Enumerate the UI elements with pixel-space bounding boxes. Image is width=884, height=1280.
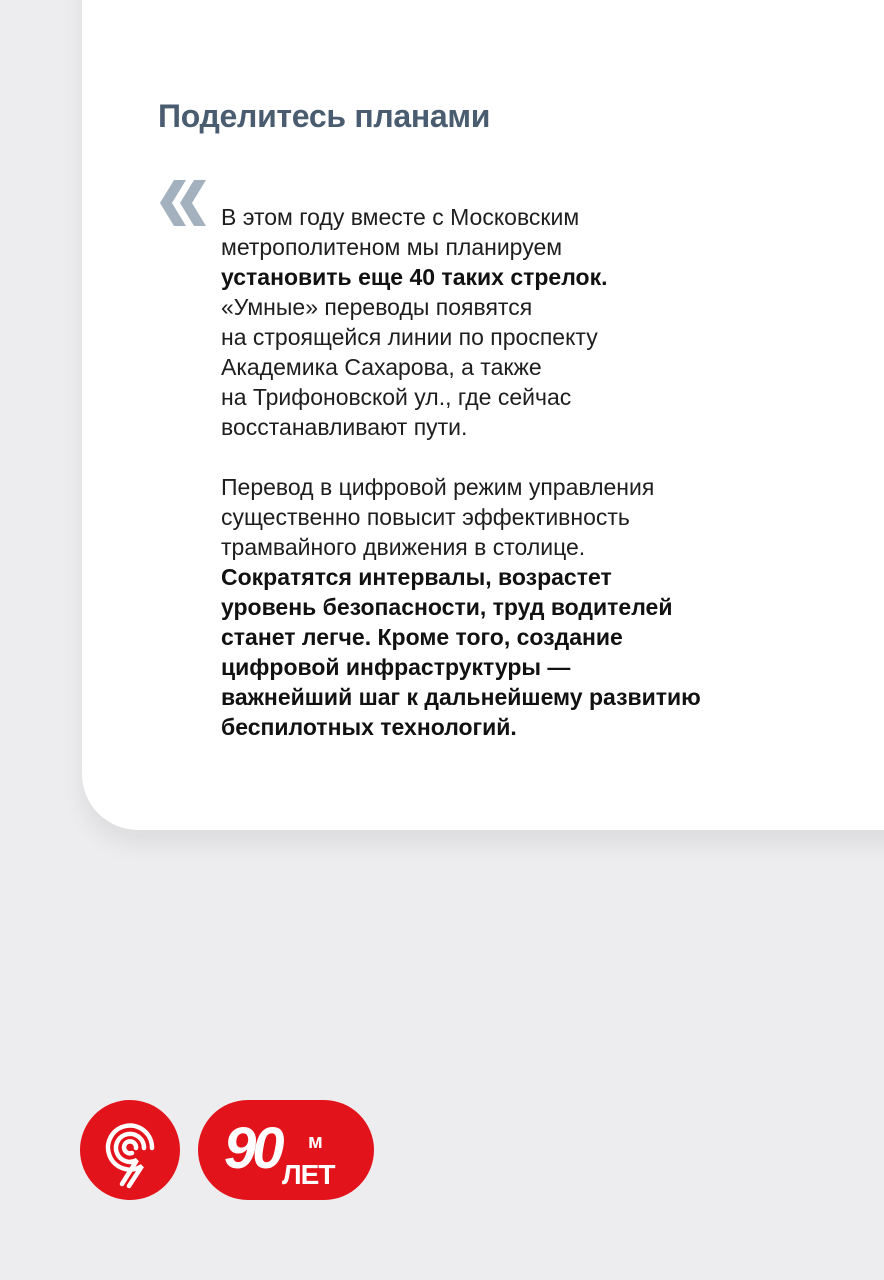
highlight-line: цифровой инфраструктуры — bbox=[221, 654, 571, 680]
paragraph-1 bbox=[221, 202, 781, 442]
quote-text bbox=[221, 202, 781, 742]
highlight-line: беспилотных технологий. bbox=[221, 714, 517, 740]
text-line: на Трифоновской ул., где сейчас bbox=[221, 384, 572, 410]
highlight-line: станет легче. Кроме того, создание bbox=[221, 624, 623, 650]
double-left-quote-icon bbox=[156, 180, 208, 226]
text-line: трамвайного движения в столице. bbox=[221, 534, 586, 560]
text-line: Академика Сахарова, а также bbox=[221, 354, 542, 380]
paragraph-2 bbox=[221, 472, 781, 742]
years-label: ЛЕТ bbox=[282, 1159, 335, 1190]
text-line: существенно повысит эффективность bbox=[221, 504, 630, 530]
highlight-line: важнейший шаг к дальнейшему развитию bbox=[221, 684, 701, 710]
moscow-transport-logo-icon bbox=[80, 1100, 180, 1200]
text-line: восстанавливают пути. bbox=[221, 414, 468, 440]
highlight-line: Сократятся интервалы, возрастет bbox=[221, 564, 612, 590]
metro-90-years-logo bbox=[198, 1100, 374, 1200]
metro-letter: м bbox=[308, 1131, 323, 1153]
text-line: «Умные» переводы появятся bbox=[221, 294, 533, 320]
text-line: на строящейся линии по проспекту bbox=[221, 324, 598, 350]
text-line: Перевод в цифровой режим управления bbox=[221, 474, 655, 500]
text-line: В этом году вместе с Московским bbox=[221, 204, 580, 230]
highlight-line: уровень безопасности, труд водителей bbox=[221, 594, 673, 620]
highlight-text: установить еще 40 таких стрелок. bbox=[221, 264, 608, 290]
anniversary-number: 90 bbox=[224, 1116, 281, 1181]
text-line: метрополитеном мы планируем bbox=[221, 234, 563, 260]
section-heading: Поделитесь планами bbox=[158, 98, 491, 134]
